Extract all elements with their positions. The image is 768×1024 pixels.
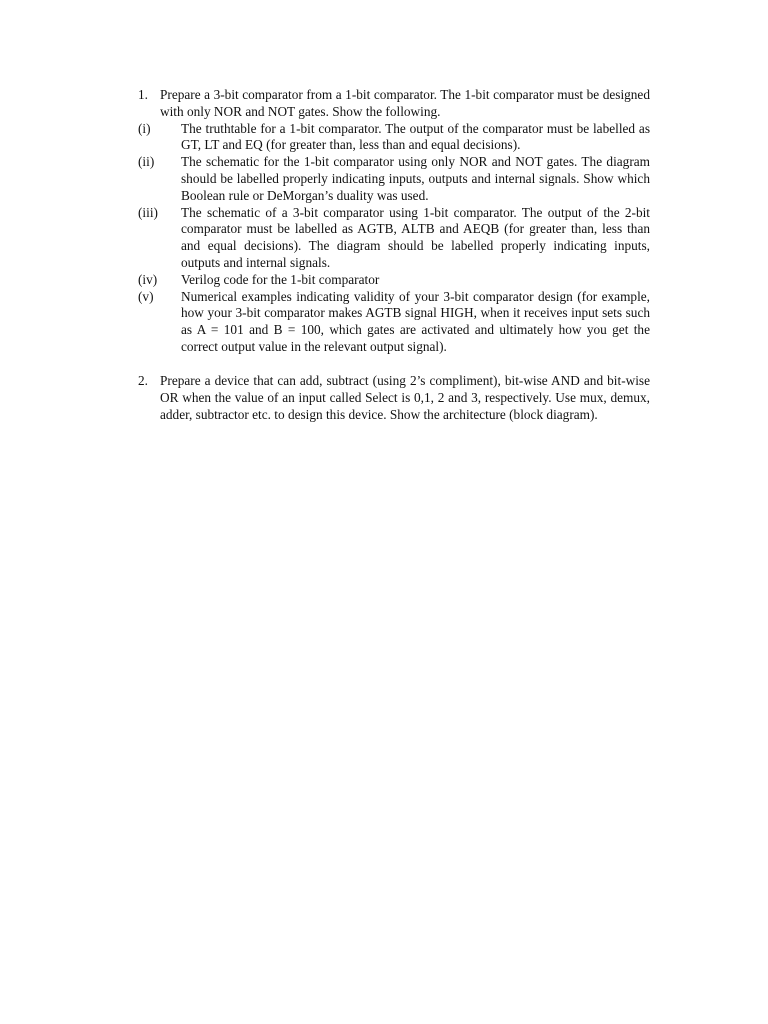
- subpart-label: (ii): [138, 154, 155, 170]
- subpart-text: Numerical examples indicating validity of your 3-bit comparator design (for example, how your 3-bit comparator makes AGTB signal HIGH, when it receives input sets such as A = 101 and B = 100, which gates are activated and ultimately how you get the correct output value in the relevant output signal).: [181, 288, 650, 354]
- subpart-iv: [138, 272, 650, 289]
- question-1: [138, 87, 650, 356]
- question-2-prompt: [138, 373, 650, 423]
- subpart-iii: [138, 205, 650, 272]
- subpart-text: The schematic for the 1-bit comparator using only NOR and NOT gates. The diagram should be labelled properly indicating inputs, outputs and internal signals. Show which Boolean rule or DeMorgan’s duality was used.: [181, 154, 650, 203]
- subpart-ii: [138, 154, 650, 204]
- question-text: Prepare a 3-bit comparator from a 1-bit comparator. The 1-bit comparator must be designed with only NOR and NOT gates. Show the following.: [160, 87, 650, 119]
- subpart-v: [138, 289, 650, 356]
- subpart-label: (v): [138, 288, 154, 304]
- question-1-subparts: [138, 121, 650, 356]
- question-text: Prepare a device that can add, subtract (using 2’s compliment), bit-wise AND and bit-wise OR when the value of an input called Select is 0,1, 2 and 3, respectively. Use mux, demux, adder, subtractor etc. to design this device. Show the architecture (block diagram).: [160, 373, 650, 422]
- subpart-text: The schematic of a 3-bit comparator using 1-bit comparator. The output of the 2-bit comparator must be labelled as AGTB, ALTB and AEQB (for greater than, less than and equal decisions). The diagram should be labelled properly indicating inputs, outputs and internal signals.: [181, 204, 650, 270]
- question-number: 1.: [138, 87, 148, 102]
- subpart-label: (iii): [138, 204, 158, 220]
- question-number: 2.: [138, 373, 148, 388]
- subpart-text: Verilog code for the 1-bit comparator: [181, 271, 380, 287]
- question-2: [138, 373, 650, 423]
- subpart-text: The truthtable for a 1-bit comparator. The output of the comparator must be labelled as GT, LT and EQ (for greater than, less than and equal decisions).: [181, 120, 650, 153]
- subpart-label: (i): [138, 120, 151, 136]
- subpart-i: [138, 121, 650, 155]
- subpart-label: (iv): [138, 271, 158, 287]
- question-1-prompt: [138, 87, 650, 121]
